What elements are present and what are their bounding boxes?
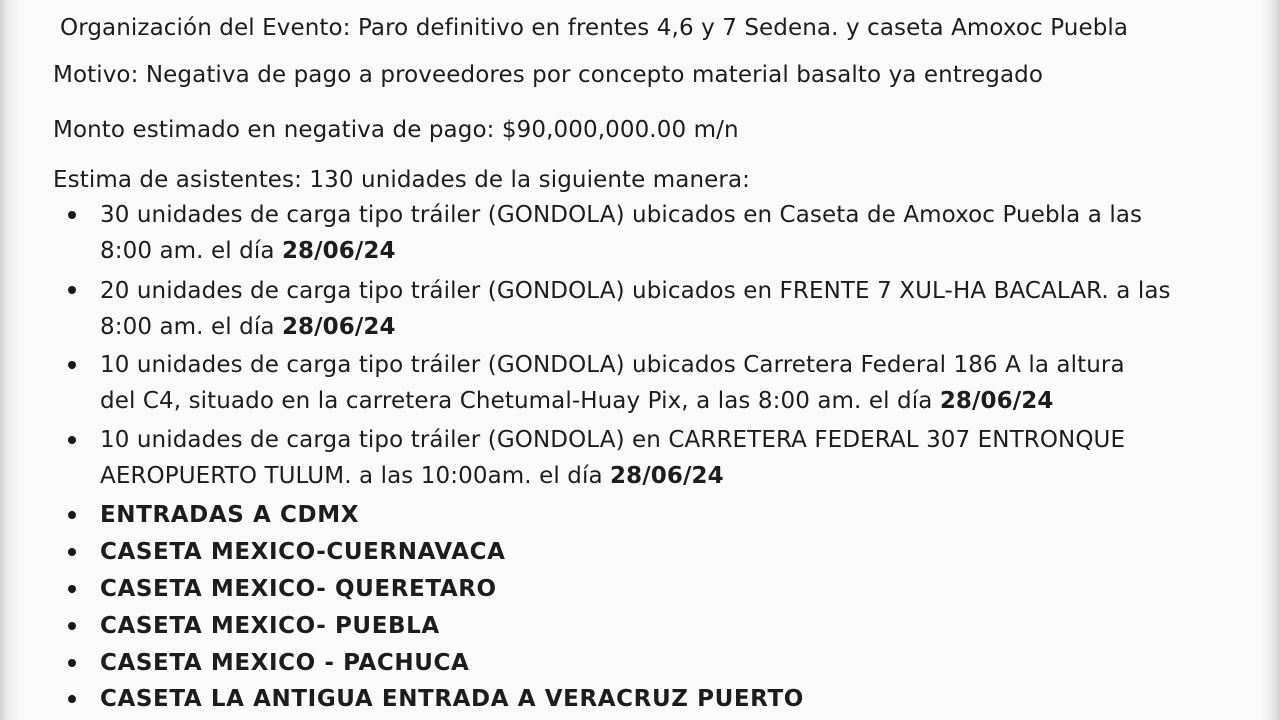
list-item-date: 28/06/24	[939, 388, 1054, 414]
list-item-line2	[100, 386, 1053, 416]
list-item-line1: 20 unidades de carga tipo tráiler (GONDOLA) ubicados en FRENTE 7 XUL-HA BACALAR. a las	[100, 278, 1171, 304]
bold-list-item-label: CASETA MEXICO- PUEBLA	[100, 613, 440, 639]
bullet-icon	[68, 361, 76, 369]
organizacion-line: Organización del Evento: Paro definitivo en frentes 4,6 y 7 Sedena. y caseta Amoxoc Puebla	[60, 15, 1129, 41]
list-item-line2	[100, 461, 724, 491]
bullet-icon	[68, 511, 76, 519]
bold-list-item-label: ENTRADAS A CDMX	[100, 502, 360, 528]
list-item-line1: 10 unidades de carga tipo tráiler (GONDOLA) en CARRETERA FEDERAL 307 ENTRONQUE	[100, 427, 1126, 453]
bullet-icon	[68, 436, 76, 444]
bold-list-item-label: CASETA MEXICO - PACHUCA	[100, 650, 470, 676]
bullet-icon	[68, 659, 76, 667]
bold-list-item-label: CASETA MEXICO- QUERETARO	[100, 576, 497, 602]
list-item-date: 28/06/24	[281, 238, 396, 264]
bold-list-item-label: CASETA LA ANTIGUA ENTRADA A VERACRUZ PUERTO	[100, 686, 804, 712]
bold-list-item-label: CASETA MEXICO-CUERNAVACA	[100, 539, 506, 565]
bullet-icon	[68, 211, 76, 219]
list-item-date: 28/06/24	[610, 463, 724, 489]
bullet-icon	[68, 585, 76, 593]
list-item-time: AEROPUERTO TULUM. a las 10:00am. el día	[100, 463, 611, 489]
list-item-date: 28/06/24	[281, 314, 396, 340]
bullet-icon	[68, 695, 76, 703]
list-item-time: del C4, situado en la carretera Chetumal-Huay Pix, a las 8:00 am. el día	[100, 388, 940, 414]
list-item-line1: 30 unidades de carga tipo tráiler (GONDOLA) ubicados en Caseta de Amoxoc Puebla a las	[100, 202, 1143, 228]
bullet-icon	[68, 548, 76, 556]
estima-line: Estima de asistentes: 130 unidades de la siguiente manera:	[53, 167, 751, 193]
motivo-line: Motivo: Negativa de pago a proveedores por concepto material basalto ya entregado	[53, 62, 1044, 88]
list-item-time: 8:00 am. el día	[100, 238, 282, 264]
monto-line: Monto estimado en negativa de pago: $90,000,000.00 m/n	[53, 117, 739, 143]
list-item-line2	[100, 236, 396, 266]
bullet-icon	[68, 622, 76, 630]
bullet-icon	[68, 286, 76, 294]
list-item-line2	[100, 312, 396, 342]
list-item-time: 8:00 am. el día	[100, 314, 282, 340]
list-item-line1: 10 unidades de carga tipo tráiler (GONDOLA) ubicados Carretera Federal 186 A la altura	[100, 352, 1125, 378]
